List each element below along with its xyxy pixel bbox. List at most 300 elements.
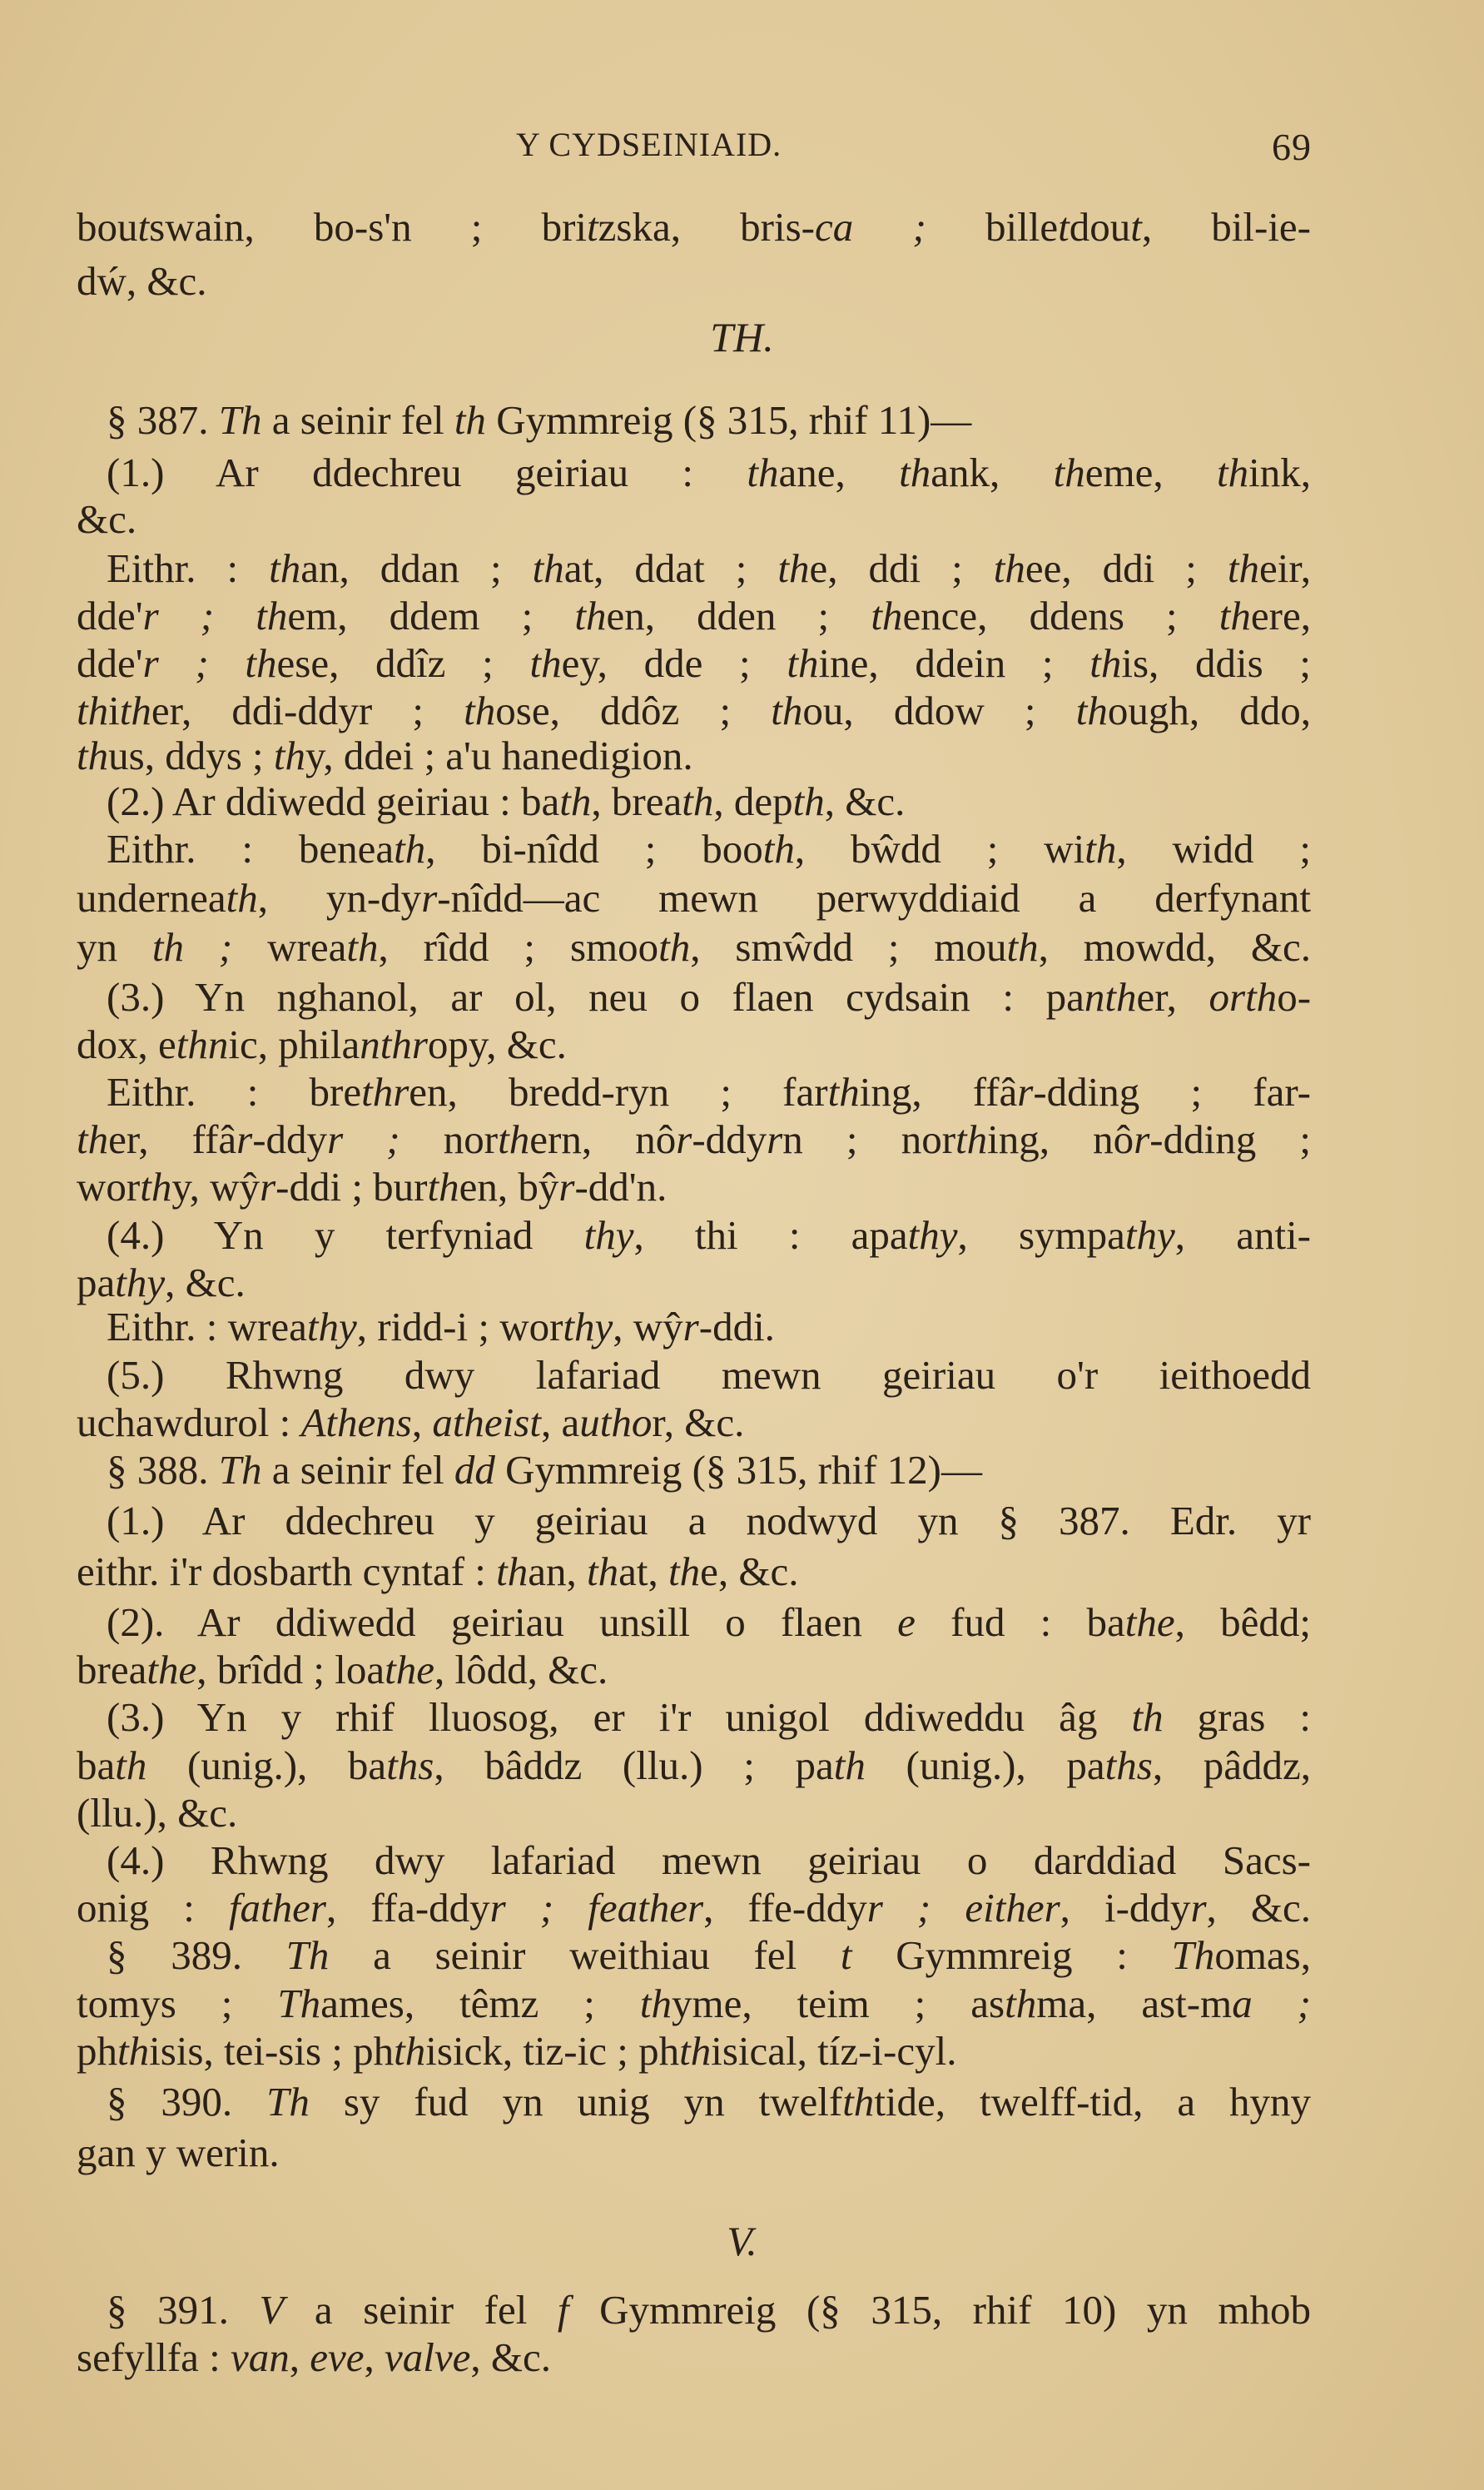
italic-segment: th	[587, 1548, 619, 1594]
italic-segment: feather	[588, 1885, 704, 1931]
italic-segment: t	[1130, 204, 1142, 250]
text-segment: i	[108, 688, 120, 733]
text-segment: isis, tei-sis ; ph	[149, 2028, 395, 2074]
italic-segment: e	[897, 1599, 916, 1645]
italic-segment: r	[1190, 1885, 1207, 1931]
text-segment: undernea	[77, 875, 226, 921]
text-segment: omas,	[1214, 1932, 1311, 1978]
text-segment: , dep	[713, 778, 793, 824]
italic-segment: father	[228, 1885, 326, 1931]
text-segment: zska, bris-	[598, 204, 816, 250]
italic-segment: th	[1075, 688, 1108, 733]
italic-segment: atheist	[432, 1399, 541, 1445]
section-heading-v: V.	[727, 2218, 757, 2264]
text-segment: is, ddis ;	[1121, 640, 1312, 686]
text-line	[107, 972, 1311, 1022]
text-segment: ence, ddens ;	[902, 593, 1219, 639]
text-segment: e, ddi ;	[809, 545, 994, 591]
text-segment: en, dden ;	[606, 593, 871, 639]
italic-segment: th	[762, 826, 795, 872]
text-segment: , bâddz (llu.) ; pa	[434, 1742, 834, 1788]
text-segment: &c.	[77, 496, 137, 542]
text-segment: tomys ;	[77, 1981, 278, 2026]
text-line	[77, 202, 1311, 252]
text-segment: sefyllfa :	[77, 2334, 231, 2380]
italic-segment: Th	[1171, 1932, 1215, 1978]
text-segment: er,	[1136, 974, 1209, 1020]
text-segment: fud : ba	[915, 1599, 1125, 1645]
italic-segment: th	[639, 1981, 672, 2026]
text-segment: ph	[77, 2028, 117, 2074]
italic-segment: t	[587, 204, 598, 250]
italic-segment: the	[146, 1647, 197, 1692]
text-segment: er, ffâ	[108, 1116, 237, 1162]
italic-segment: th	[245, 640, 277, 686]
text-line	[77, 1979, 1311, 2029]
italic-segment: th	[899, 450, 931, 495]
text-line	[107, 1350, 1311, 1400]
text-segment: (1.) Ar ddechreu geiriau :	[107, 450, 747, 495]
text-segment: dde'	[77, 640, 143, 686]
text-segment: , wŷ	[613, 1304, 683, 1349]
italic-segment: orth	[1209, 974, 1278, 1020]
text-line	[107, 1598, 1311, 1648]
italic-segment: V	[259, 2287, 285, 2333]
text-segment: n ; nor	[782, 1116, 956, 1162]
italic-segment: th	[787, 640, 819, 686]
text-segment: (llu.), &c.	[77, 1790, 238, 1836]
text-line	[107, 1836, 1311, 1886]
text-segment: ern, nô	[529, 1116, 677, 1162]
text-segment: wor	[77, 1164, 141, 1210]
text-segment: gras :	[1163, 1694, 1311, 1740]
text-line	[77, 256, 1311, 306]
text-segment: er, ddi-ddyr ;	[151, 688, 464, 733]
italic-segment: t	[1058, 204, 1070, 250]
italic-segment: ca ;	[815, 204, 926, 250]
italic-segment: thy	[563, 1304, 613, 1349]
text-segment: y, wŷ	[171, 1164, 261, 1210]
italic-segment: r	[1134, 1116, 1150, 1162]
text-line	[77, 1258, 1311, 1308]
italic-segment: r	[682, 1304, 699, 1349]
italic-segment: th	[496, 1548, 529, 1594]
text-line	[107, 777, 1311, 827]
text-segment: , a	[540, 1399, 580, 1445]
text-segment: wrea	[232, 924, 347, 970]
italic-segment: th	[256, 593, 288, 639]
text-segment: onig :	[77, 1885, 229, 1931]
text-segment: ere,	[1250, 593, 1311, 639]
text-segment: -ddy	[252, 1116, 328, 1162]
italic-segment: valve	[385, 2334, 471, 2380]
text-segment: ane,	[778, 450, 900, 495]
text-segment: (1.) Ar ddechreu y geiriau a nodwyd yn § 387. Edr. yr	[107, 1498, 1311, 1543]
text-segment: ames, têmz ;	[320, 1981, 640, 2026]
text-segment: -nîdd—ac mewn perwyddiaid a derfynant	[437, 875, 1311, 921]
text-segment: o-	[1277, 974, 1312, 1020]
text-segment: , yn-dy	[257, 875, 422, 921]
text-segment: -dding ; far-	[1033, 1069, 1311, 1115]
italic-segment: r	[236, 1116, 253, 1162]
text-segment: ese, ddîz ;	[276, 640, 530, 686]
text-line	[77, 1547, 1311, 1597]
italic-segment: thy	[306, 1304, 357, 1349]
text-segment: , pâddz,	[1152, 1742, 1311, 1788]
text-segment: -dd'n.	[574, 1164, 668, 1210]
italic-segment: th	[464, 688, 496, 733]
italic-segment: Th	[266, 2079, 310, 2125]
text-segment: bille	[926, 204, 1059, 250]
text-segment: yme, teim ; as	[672, 1981, 1005, 2026]
text-segment: , bil-ie-	[1141, 204, 1311, 250]
italic-segment: th	[77, 1116, 109, 1162]
italic-segment: th	[668, 1548, 701, 1594]
text-segment: ing, nô	[987, 1116, 1134, 1162]
text-segment: -dding ;	[1149, 1116, 1311, 1162]
text-line	[107, 1496, 1311, 1546]
italic-segment: th	[833, 1742, 866, 1788]
text-segment: a seinir weithiau fel	[329, 1932, 841, 1978]
italic-segment: th	[1089, 640, 1122, 686]
text-segment: (unig.), pa	[865, 1742, 1105, 1788]
italic-segment: th	[77, 733, 109, 778]
text-segment: dou	[1069, 204, 1131, 250]
text-segment: , brea	[591, 778, 682, 824]
italic-segment: r	[767, 1116, 783, 1162]
text-segment: (unig.), ba	[146, 1742, 387, 1788]
text-segment: a seinir fel	[261, 397, 454, 443]
text-segment: ing, ffâ	[859, 1069, 1018, 1115]
text-line	[77, 1645, 1311, 1695]
text-segment: ic, phila	[228, 1021, 360, 1067]
italic-segment: th	[871, 593, 903, 639]
text-segment: isical, tíz-i-cyl.	[711, 2028, 957, 2074]
italic-segment: r	[676, 1116, 692, 1162]
italic-segment: th	[427, 1164, 459, 1210]
text-segment	[214, 593, 256, 639]
text-segment: (4.) Rhwng dwy lafariad mewn geiriau o darddiad Sacs-	[107, 1837, 1311, 1883]
running-head: Y CYDSEINIAID.	[516, 126, 782, 163]
text-segment: (2). Ar ddiwedd geiriau unsill o flaen	[107, 1599, 898, 1645]
italic-segment: th	[1006, 924, 1039, 970]
italic-segment: th	[792, 778, 825, 824]
text-segment: § 391.	[107, 2287, 260, 2333]
text-segment: , &c.	[470, 2334, 552, 2380]
text-segment: Eithr. :	[107, 545, 270, 591]
italic-segment: th	[394, 2028, 426, 2074]
italic-segment: th ;	[151, 924, 233, 970]
italic-segment: Th	[285, 1932, 330, 1978]
italic-segment: either	[965, 1885, 1060, 1931]
text-segment: dde'	[77, 593, 143, 639]
text-segment: ink,	[1248, 450, 1312, 495]
text-line	[77, 2128, 1311, 2178]
italic-segment: r	[1017, 1069, 1034, 1115]
text-line	[77, 731, 1311, 781]
italic-segment: th	[771, 688, 803, 733]
text-segment: Gymmreig :	[851, 1932, 1172, 1978]
text-segment: yn	[77, 924, 152, 970]
italic-segment: r	[558, 1164, 575, 1210]
italic-segment: th	[574, 593, 607, 639]
text-segment: , lôdd, &c.	[434, 1647, 608, 1692]
italic-segment: thy	[1124, 1212, 1175, 1258]
italic-segment: th	[226, 875, 258, 921]
text-segment: ,	[289, 2334, 310, 2380]
italic-segment: th	[993, 545, 1025, 591]
text-segment: § 390.	[107, 2079, 267, 2125]
italic-segment: th	[1218, 593, 1251, 639]
text-segment: nor	[400, 1116, 499, 1162]
italic-segment: r ;	[142, 640, 209, 686]
italic-segment: th	[115, 1742, 147, 1788]
italic-segment: thy	[583, 1212, 634, 1258]
italic-segment: th	[498, 1116, 530, 1162]
text-segment: e, &c.	[700, 1548, 799, 1594]
text-segment: , mowdd, &c.	[1038, 924, 1312, 970]
text-segment: uchawdurol :	[77, 1399, 301, 1445]
italic-segment: a ;	[1232, 1981, 1311, 2026]
italic-segment: th	[529, 640, 562, 686]
italic-segment: th	[346, 924, 379, 970]
italic-segment: van	[231, 2334, 290, 2380]
text-segment: ba	[77, 1742, 116, 1788]
text-line	[107, 395, 1311, 445]
italic-segment: ths	[1104, 1742, 1153, 1788]
text-segment: brea	[77, 1647, 147, 1692]
text-segment: , thi : apa	[633, 1212, 908, 1258]
text-segment: Gymmreig (§ 315, rhif 10) yn mhob	[568, 2287, 1312, 2333]
italic-segment: the	[385, 1647, 434, 1692]
italic-segment: thy	[907, 1212, 958, 1258]
page-number: 69	[1272, 126, 1312, 168]
text-segment: , rîdd ; smoo	[378, 924, 659, 970]
italic-segment: th	[532, 545, 564, 591]
italic-segment: th	[1053, 450, 1085, 495]
text-line	[77, 2333, 1311, 2383]
text-segment: dox, e	[77, 1021, 176, 1067]
text-segment: , bŵdd ; wi	[794, 826, 1085, 872]
text-segment: , sympa	[957, 1212, 1125, 1258]
text-segment: , anti-	[1174, 1212, 1312, 1258]
italic-segment: th	[777, 545, 810, 591]
text-segment: Eithr. : bre	[107, 1069, 362, 1115]
italic-segment: th	[1217, 450, 1249, 495]
text-segment: isick, tiz-ic ; ph	[425, 2028, 680, 2074]
text-segment: , bêdd;	[1174, 1599, 1311, 1645]
text-segment: an, ddan ;	[300, 545, 533, 591]
italic-segment: th	[77, 688, 109, 733]
text-line	[77, 873, 1311, 923]
text-segment: (5.) Rhwng dwy lafariad mewn geiriau o'r ieithoedd	[107, 1352, 1311, 1398]
text-line	[107, 1302, 1311, 1352]
text-segment: ose, ddôz ;	[495, 688, 772, 733]
text-segment	[209, 640, 246, 686]
text-line	[107, 1931, 1311, 1981]
italic-segment: nth	[1084, 974, 1137, 1020]
text-segment: em, ddem ;	[287, 593, 575, 639]
text-segment: (3.) Yn y rhif lluosog, er i'r unigol ddiweddu âg	[107, 1694, 1132, 1740]
text-segment: ou, ddow ;	[802, 688, 1076, 733]
text-segment: Eithr. : benea	[107, 826, 395, 872]
text-segment: gan y werin.	[77, 2130, 280, 2175]
italic-segment: thr	[361, 1069, 409, 1115]
italic-segment: th	[682, 778, 714, 824]
text-segment: opy, &c.	[427, 1021, 567, 1067]
italic-segment: th	[679, 2028, 712, 2074]
text-segment: (2.) Ar ddiwedd geiriau : ba	[107, 778, 560, 824]
italic-segment: nthr	[360, 1021, 428, 1067]
text-segment: § 388.	[107, 1447, 219, 1493]
section-heading-th: TH.	[710, 314, 774, 360]
text-segment: swain, bo-s'n ; bri	[149, 204, 588, 250]
italic-segment: th	[394, 826, 426, 872]
italic-segment: r ;	[327, 1116, 400, 1162]
text-segment: (4.) Yn y terfyniad	[107, 1212, 584, 1258]
text-line	[77, 1741, 1311, 1791]
italic-segment: Th	[218, 1447, 262, 1493]
italic-segment: th	[1005, 1981, 1037, 2026]
text-segment: , ffa-ddy	[325, 1885, 490, 1931]
text-segment: , &c.	[165, 1260, 246, 1305]
italic-segment: th	[1227, 545, 1260, 591]
text-line	[77, 639, 1311, 688]
text-segment: ee, ddi ;	[1025, 545, 1228, 591]
text-segment: pa	[77, 1260, 116, 1305]
text-segment: a seinir fel	[261, 1447, 454, 1493]
text-segment: § 387.	[107, 397, 219, 443]
text-segment: , brîdd ; loa	[196, 1647, 385, 1692]
text-segment: dẃ, &c.	[77, 258, 207, 304]
text-line	[77, 591, 1311, 641]
text-line	[107, 824, 1311, 874]
text-line	[77, 2026, 1311, 2076]
italic-segment: th	[842, 2079, 875, 2125]
text-line	[77, 1020, 1311, 1070]
text-segment	[931, 1885, 965, 1931]
text-line	[77, 1162, 1311, 1212]
italic-segment: th	[119, 688, 151, 733]
text-line	[77, 1883, 1311, 1933]
text-line	[77, 922, 1311, 972]
italic-segment: Th	[277, 1981, 321, 2026]
text-segment: § 389.	[107, 1932, 286, 1978]
text-segment: , widd ;	[1116, 826, 1311, 872]
italic-segment: th	[454, 397, 486, 443]
text-line	[107, 2285, 1311, 2335]
text-segment: , i-ddy	[1060, 1885, 1191, 1931]
italic-segment: th	[269, 545, 301, 591]
text-segment: y, ddei ; a'u hanedigion.	[305, 733, 693, 778]
italic-segment: the	[1124, 1599, 1175, 1645]
text-segment: , &c.	[824, 778, 906, 824]
italic-segment: r	[260, 1164, 276, 1210]
italic-segment: th	[273, 733, 306, 778]
text-line	[77, 1788, 1311, 1838]
text-segment: eithr. i'r dosbarth cyntaf :	[77, 1548, 497, 1594]
text-segment: an,	[528, 1548, 588, 1594]
text-segment: bou	[77, 204, 138, 250]
text-segment: , bi-nîdd ; boo	[425, 826, 763, 872]
text-segment: (3.) Yn nghanol, ar ol, neu o flaen cydsain : pa	[107, 974, 1084, 1020]
text-segment: a seinir fel	[284, 2287, 558, 2333]
italic-segment: t	[137, 204, 150, 250]
italic-segment: th	[658, 924, 691, 970]
italic-segment: t	[840, 1932, 852, 1978]
italic-segment: th	[117, 2028, 150, 2074]
italic-segment: r	[421, 875, 438, 921]
text-line	[107, 448, 1311, 498]
text-segment: Gymmreig (§ 315, rhif 11)—	[485, 397, 972, 443]
text-segment: en, bredd-ryn ; far	[409, 1069, 828, 1115]
text-line	[107, 1067, 1311, 1117]
italic-segment: ths	[386, 1742, 434, 1788]
text-segment: at,	[618, 1548, 669, 1594]
italic-segment: utho	[579, 1399, 653, 1445]
italic-segment: th	[955, 1116, 988, 1162]
text-segment: at, ddat ;	[563, 545, 778, 591]
text-line	[77, 1398, 1311, 1448]
text-segment: us, ddys ;	[108, 733, 274, 778]
italic-segment: thy	[115, 1260, 166, 1305]
italic-segment: r ;	[489, 1885, 554, 1931]
italic-segment: th	[559, 778, 592, 824]
text-line	[77, 495, 1311, 544]
text-segment: ,	[364, 2334, 385, 2380]
text-line	[107, 1210, 1311, 1260]
italic-segment: th	[140, 1164, 172, 1210]
text-segment: sy fud yn unig yn twelf	[309, 2079, 843, 2125]
text-segment: , &c.	[1206, 1885, 1311, 1931]
text-segment: eme,	[1084, 450, 1218, 495]
italic-segment: th	[747, 450, 779, 495]
text-line	[77, 686, 1311, 736]
text-segment: ank,	[931, 450, 1054, 495]
text-segment: ma, ast-m	[1036, 1981, 1233, 2026]
text-segment: ey, dde ;	[561, 640, 787, 686]
text-segment: , smŵdd ; mou	[690, 924, 1007, 970]
italic-segment: th	[1084, 826, 1117, 872]
text-segment	[553, 1885, 588, 1931]
text-segment: -ddi ; bur	[275, 1164, 428, 1210]
italic-segment: dd	[454, 1447, 495, 1493]
text-segment: tide, twelff-tid, a hyny	[874, 2079, 1311, 2125]
text-segment: ine, ddein ;	[818, 640, 1090, 686]
italic-segment: th	[827, 1069, 860, 1115]
text-segment: , ffe-ddy	[703, 1885, 867, 1931]
text-segment: en, bŷ	[459, 1164, 559, 1210]
text-segment: ough, ddo,	[1107, 688, 1312, 733]
text-line	[107, 1445, 1311, 1495]
italic-segment: Athens	[300, 1399, 412, 1445]
italic-segment: thn	[176, 1021, 229, 1067]
text-segment: Eithr. : wrea	[107, 1304, 307, 1349]
italic-segment: eve	[310, 2334, 365, 2380]
text-segment: eir,	[1259, 545, 1311, 591]
text-line	[107, 2077, 1311, 2127]
italic-segment: r ;	[142, 593, 215, 639]
text-segment: r, &c.	[652, 1399, 745, 1445]
text-line	[107, 544, 1311, 594]
text-segment: -ddi.	[698, 1304, 775, 1349]
text-line	[77, 1115, 1311, 1165]
italic-segment: th	[1131, 1694, 1164, 1740]
italic-segment: Th	[218, 397, 262, 443]
text-segment: ,	[411, 1399, 433, 1445]
italic-segment: f	[557, 2287, 569, 2333]
text-line	[107, 1692, 1311, 1742]
